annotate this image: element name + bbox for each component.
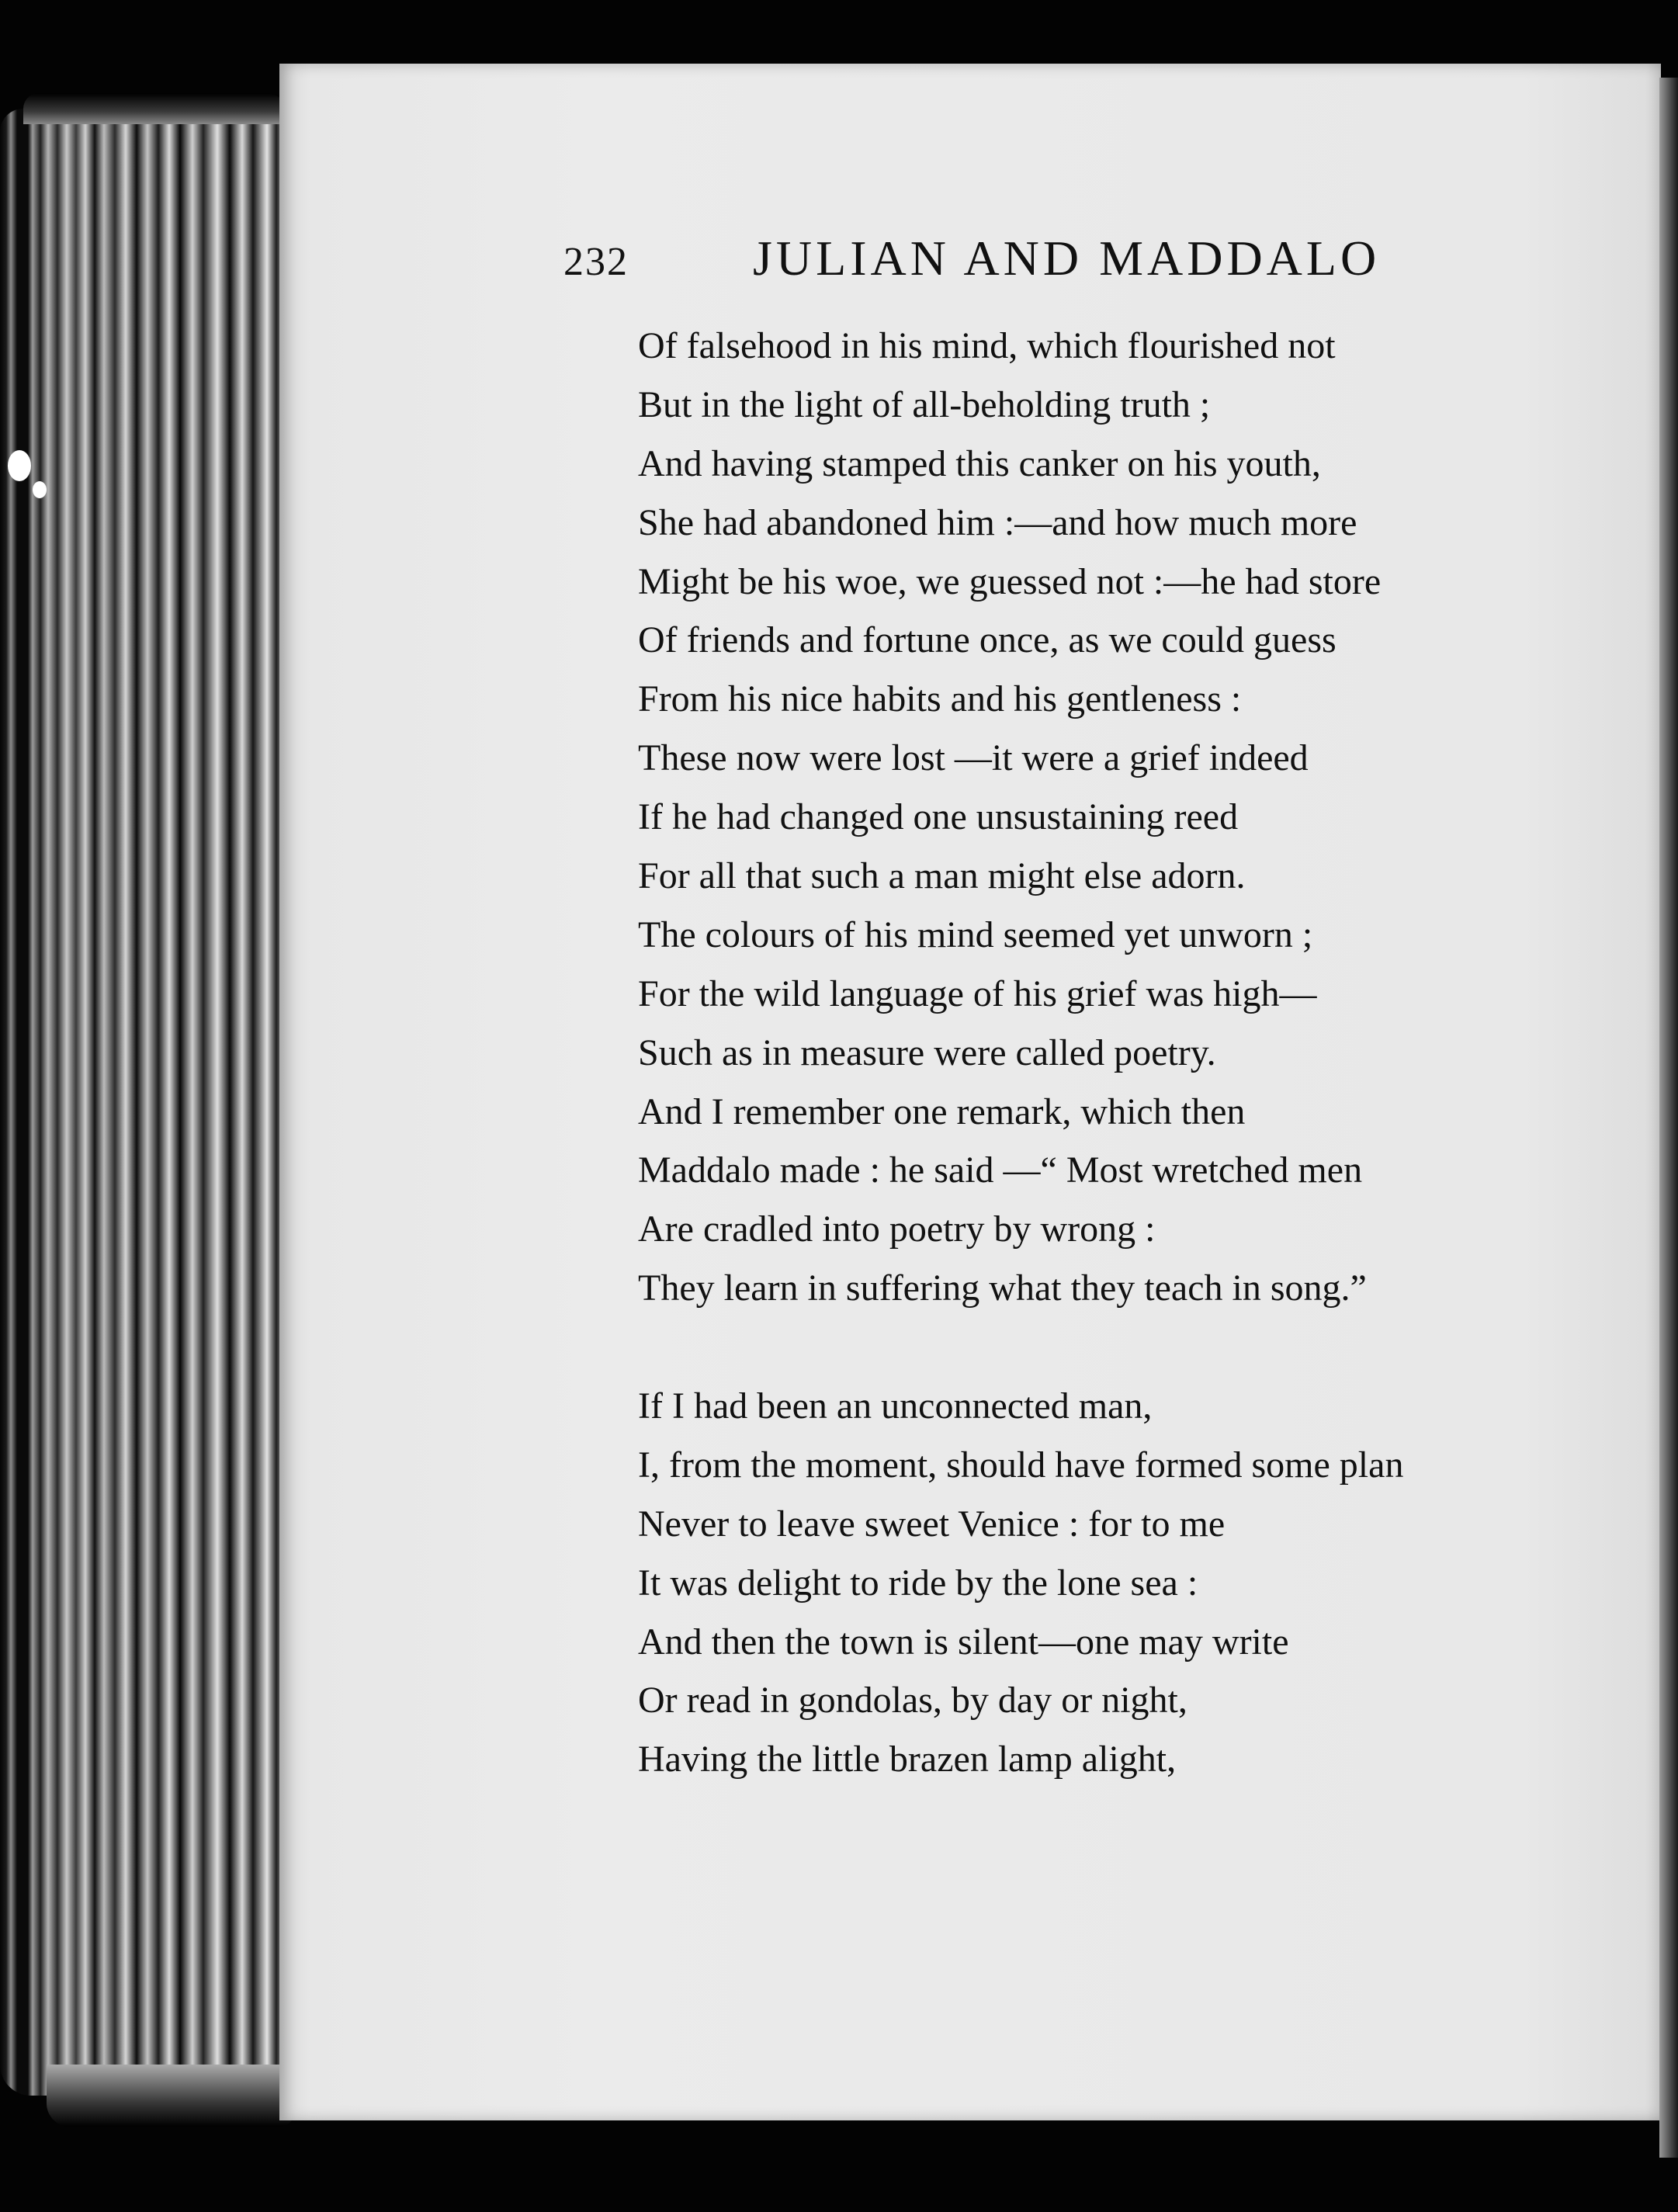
stanza-break bbox=[638, 1318, 1403, 1377]
verse-line: Of friends and fortune once, as we could guess bbox=[638, 619, 1337, 661]
verse-text bbox=[638, 317, 1403, 1789]
verse-line: For all that such a man might else adorn. bbox=[638, 855, 1246, 897]
verse-line: If he had changed one unsustaining reed bbox=[638, 796, 1239, 838]
verse-line: And I remember one remark, which then bbox=[638, 1090, 1246, 1132]
dust-speck bbox=[33, 481, 47, 498]
verse-line: The colours of his mind seemed yet unworn ; bbox=[638, 914, 1313, 955]
book-edge-bottom bbox=[47, 2065, 295, 2127]
verse-line: Having the little brazen lamp alight, bbox=[638, 1739, 1177, 1780]
verse-line: Might be his woe, we guessed not :—he had store bbox=[638, 560, 1382, 602]
verse-line: They learn in suffering what they teach in song.” bbox=[638, 1267, 1367, 1309]
verse-line: Of falsehood in his mind, which flourished not bbox=[638, 325, 1336, 366]
verse-line: If I had been an unconnected man, bbox=[638, 1385, 1153, 1427]
verse-line: I, from the moment, should have formed some plan bbox=[638, 1444, 1404, 1486]
verse-line: Are cradled into poetry by wrong : bbox=[638, 1208, 1156, 1250]
book-fore-edge bbox=[0, 109, 295, 2096]
verse-line: And then the town is silent—one may write bbox=[638, 1621, 1289, 1662]
verse-line: But in the light of all-beholding truth ; bbox=[638, 383, 1211, 425]
verse-line: It was delight to ride by the lone sea : bbox=[638, 1562, 1198, 1604]
verse-line: From his nice habits and his gentleness : bbox=[638, 678, 1242, 720]
verse-line: She had abandoned him :—and how much more bbox=[638, 501, 1357, 543]
running-title: JULIAN AND MADDALO bbox=[753, 231, 1381, 286]
verse-line: Never to leave sweet Venice : for to me bbox=[638, 1503, 1226, 1545]
verse-line: And having stamped this canker on his youth, bbox=[638, 442, 1321, 484]
verse-line: Such as in measure were called poetry. bbox=[638, 1031, 1216, 1073]
page-right-edge bbox=[1659, 78, 1678, 2158]
verse-line: Maddalo made : he said —“ Most wretched men bbox=[638, 1149, 1363, 1191]
page-number: 232 bbox=[563, 240, 629, 284]
book-edge-top bbox=[23, 93, 295, 124]
verse-line: These now were lost —it were a grief indeed bbox=[638, 737, 1309, 779]
dust-speck bbox=[8, 450, 31, 481]
verse-line: Or read in gondolas, by day or night, bbox=[638, 1680, 1187, 1721]
verse-line: For the wild language of his grief was high— bbox=[638, 973, 1317, 1014]
